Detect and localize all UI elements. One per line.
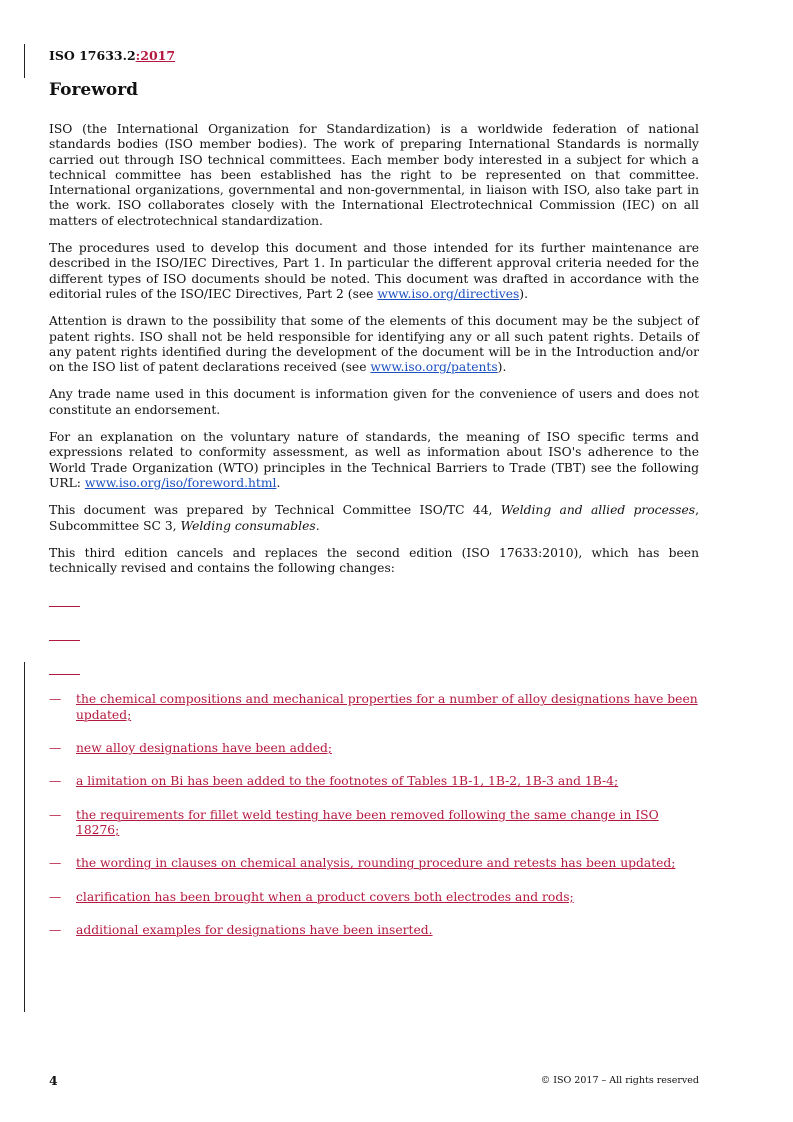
list-item-text: new alloy designations have been added; <box>76 741 333 756</box>
list-dash: — <box>49 922 62 937</box>
paragraph-iso-intro: ISO (the International Organization for Standardization) is a worldwide federation of national standards bodies (ISO member bodies). The work of preparing International Standards is normally carried out through ISO technical committees. Each member body interested in a subject for which a technical committee has been established has the right to be represented on that committee. International organizations, governmental and non-governmental, in liaison with ISO, also take part in the work. ISO collaborates closely with the International Electrotechnical Commission (IEC) on all matters of electrotechnical standardization. <box>49 122 699 228</box>
list-item <box>49 808 699 839</box>
paragraph-voluntary-end: . <box>276 475 281 490</box>
change-bar-changes <box>24 662 25 1012</box>
page-title: Foreword <box>49 80 139 100</box>
list-dash: — <box>49 774 62 789</box>
change-bar-top <box>24 44 25 78</box>
foreword-body <box>49 122 699 956</box>
list-item <box>49 741 699 756</box>
committee-end: . <box>315 518 320 533</box>
list-item-text: the chemical compositions and mechanical properties for a number of alloy designations have been updated; <box>76 692 698 722</box>
deleted-item-placeholder <box>49 660 699 675</box>
list-item <box>49 774 699 789</box>
subcommittee-title: Welding consumables <box>180 518 316 533</box>
doc-id-year-inserted: :2017 <box>135 48 176 63</box>
paragraph-procedures <box>49 241 699 302</box>
paragraph-trade-name: Any trade name used in this document is information given for the convenience of users and does not constitute an endorsement. <box>49 387 699 417</box>
paragraph-committee <box>49 503 699 534</box>
paragraph-patents <box>49 314 699 375</box>
list-dash: — <box>49 856 62 871</box>
paragraph-voluntary-text: For an explanation on the voluntary nature of standards, the meaning of ISO specific terms and expressions related to conformity assessment, as well as information about ISO's adherence to the World Trade Organization (WTO) principles in the Technical Barriers to Trade (TBT) see the following URL: <box>49 430 699 490</box>
paragraph-voluntary <box>49 430 699 491</box>
list-item-text: the wording in clauses on chemical analysis, rounding procedure and retests has been updated; <box>76 856 676 871</box>
changes-list <box>49 692 699 938</box>
patents-link[interactable]: www.iso.org/patents <box>370 360 498 375</box>
list-item <box>49 692 699 723</box>
document-identifier <box>49 48 175 63</box>
deleted-item-placeholder <box>49 592 699 607</box>
paragraph-procedures-end: ). <box>519 286 528 301</box>
list-dash: — <box>49 692 62 707</box>
deleted-item-placeholder <box>49 626 699 641</box>
committee-title: Welding and allied processes <box>500 503 696 518</box>
list-item-text: a limitation on Bi has been added to the footnotes of Tables 1B-1, 1B-2, 1B-3 and 1B-4; <box>76 774 619 789</box>
doc-id-prefix: ISO 17633.2 <box>49 48 136 63</box>
copyright-notice: © ISO 2017 – All rights reserved <box>540 1075 699 1086</box>
committee-text: This document was prepared by Technical Committee ISO/TC 44, <box>49 503 501 518</box>
page-number: 4 <box>49 1073 58 1088</box>
list-item <box>49 923 699 938</box>
directives-link[interactable]: www.iso.org/directives <box>377 286 520 301</box>
list-item-text: additional examples for designations have been inserted. <box>76 922 433 937</box>
paragraph-patents-end: ). <box>497 360 507 375</box>
list-item <box>49 856 699 871</box>
subcommittee-text: , Subcommittee SC 3, <box>49 503 699 533</box>
list-item-text: clarification has been brought when a product covers both electrodes and rods; <box>76 889 574 904</box>
paragraph-patents-text: Attention is drawn to the possibility that some of the elements of this document may be the subject of patent rights. ISO shall not be held responsible for identifying any or all such patent rights. Details of any patent rights identified during the development of the document will be in the Introduction and/or on the ISO list of patent declarations received (see <box>49 314 699 375</box>
list-dash: — <box>49 807 62 822</box>
list-dash: — <box>49 889 62 904</box>
paragraph-edition: This third edition cancels and replaces the second edition (ISO 17633:2010), which has been technically revised and contains the following changes: <box>49 545 699 576</box>
list-item-text: the requirements for fillet weld testing have been removed following the same change in ISO 18276; <box>76 807 659 837</box>
foreword-link[interactable]: www.iso.org/iso/foreword.html <box>84 475 277 490</box>
list-dash: — <box>49 741 62 756</box>
list-item <box>49 890 699 905</box>
paragraph-procedures-text: The procedures used to develop this document and those intended for its further maintenance are described in the ISO/IEC Directives, Part 1. In particular the different approval criteria needed for the different types of ISO documents should be noted. This document was drafted in accordance with the editorial rules of the ISO/IEC Directives, Part 2 (see <box>49 241 699 301</box>
